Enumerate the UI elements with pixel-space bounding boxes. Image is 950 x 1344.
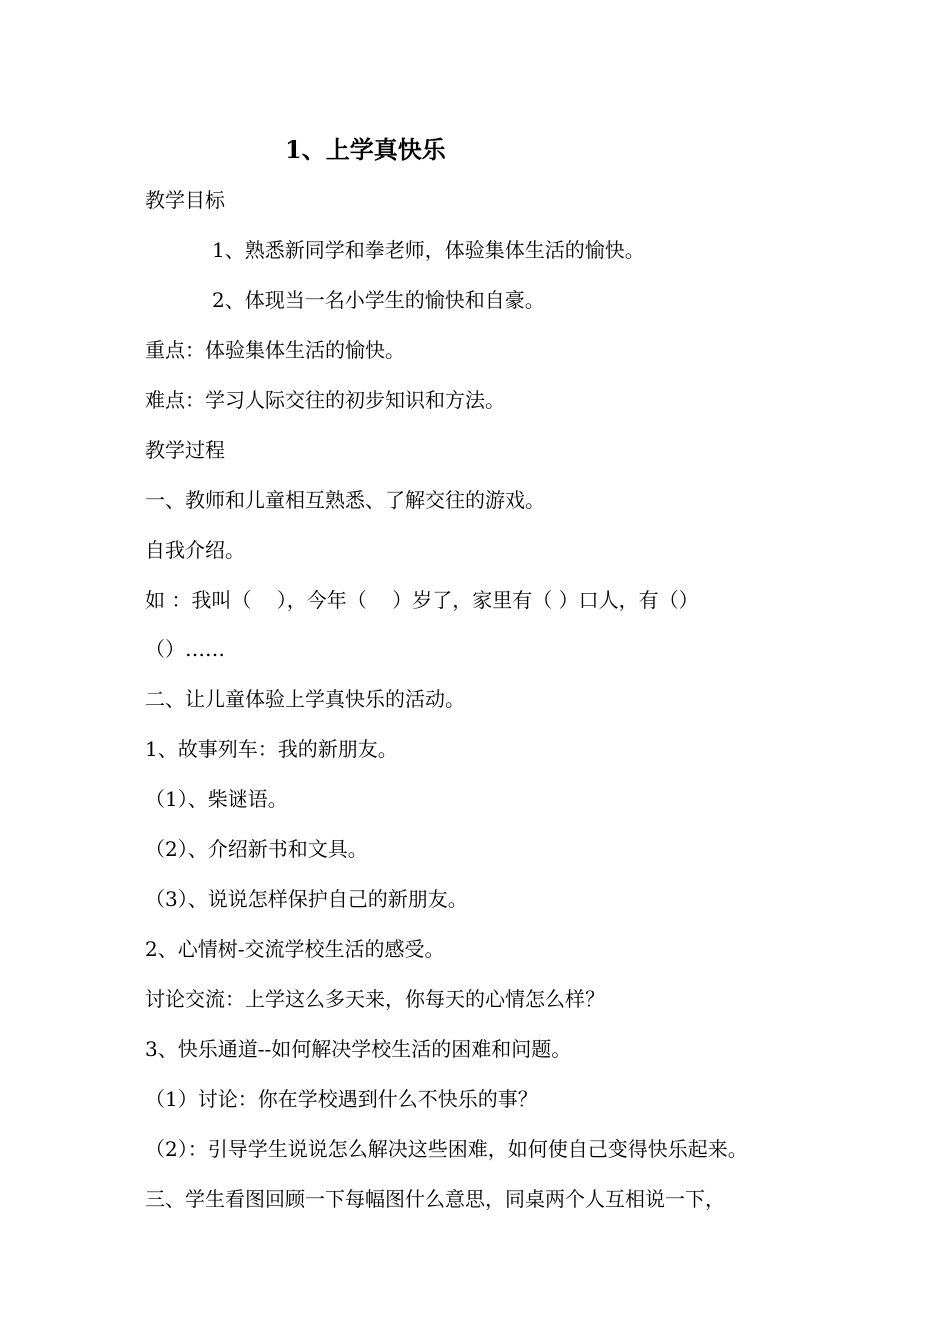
process-step-3: 三、学生看图回顾一下每幅图什么意思，同桌两个人互相说一下，	[145, 1187, 725, 1211]
process-step-2: 二、让儿童体验上学真快乐的活动。	[145, 687, 465, 711]
introduction-example: 如 ：我叫（ ），今年（ ）岁了，家里有（ ）口人，有（）	[145, 588, 699, 612]
activity-1-item-1: （1）、柴谜语。	[145, 787, 288, 811]
difficult-point: 难点：学习人际交往的初步知识和方法。	[145, 388, 505, 412]
goal-item-2: 2、体现当一名小学生的愉快和自豪。	[212, 288, 545, 312]
activity-1: 1、故事列车：我的新朋友。	[145, 737, 398, 761]
activity-2: 2、心情树-交流学校生活的感受。	[145, 937, 445, 961]
discussion-prompt: 讨论交流：上学这么多天来，你每天的心情怎么样？	[145, 987, 605, 1011]
process-step-1: 一、教师和儿童相互熟悉、了解交往的游戏。	[145, 488, 545, 512]
activity-1-item-3: （3）、说说怎样保护自己的新朋友。	[145, 887, 468, 911]
section-heading-teaching-goals: 教学目标	[145, 188, 225, 212]
section-heading-teaching-process: 教学过程	[145, 438, 225, 462]
goal-item-1: 1、熟悉新同学和拳老师，体验集体生活的愉快。	[212, 238, 645, 262]
activity-3: 3、快乐通道--如何解决学校生活的困难和问题。	[145, 1037, 572, 1061]
document-title: 1、上学真快乐	[285, 135, 446, 164]
introduction-example-continued: （）……	[145, 637, 225, 661]
self-introduction: 自我介绍。	[145, 538, 245, 562]
activity-3-item-2: （2）：引导学生说说怎么解决这些困难，如何使自己变得快乐起来。	[145, 1137, 748, 1161]
key-point: 重点：体验集体生活的愉快。	[145, 338, 405, 362]
activity-1-item-2: （2）、介绍新书和文具。	[145, 837, 368, 861]
activity-3-item-1: （1）讨论：你在学校遇到什么不快乐的事？	[145, 1087, 538, 1111]
